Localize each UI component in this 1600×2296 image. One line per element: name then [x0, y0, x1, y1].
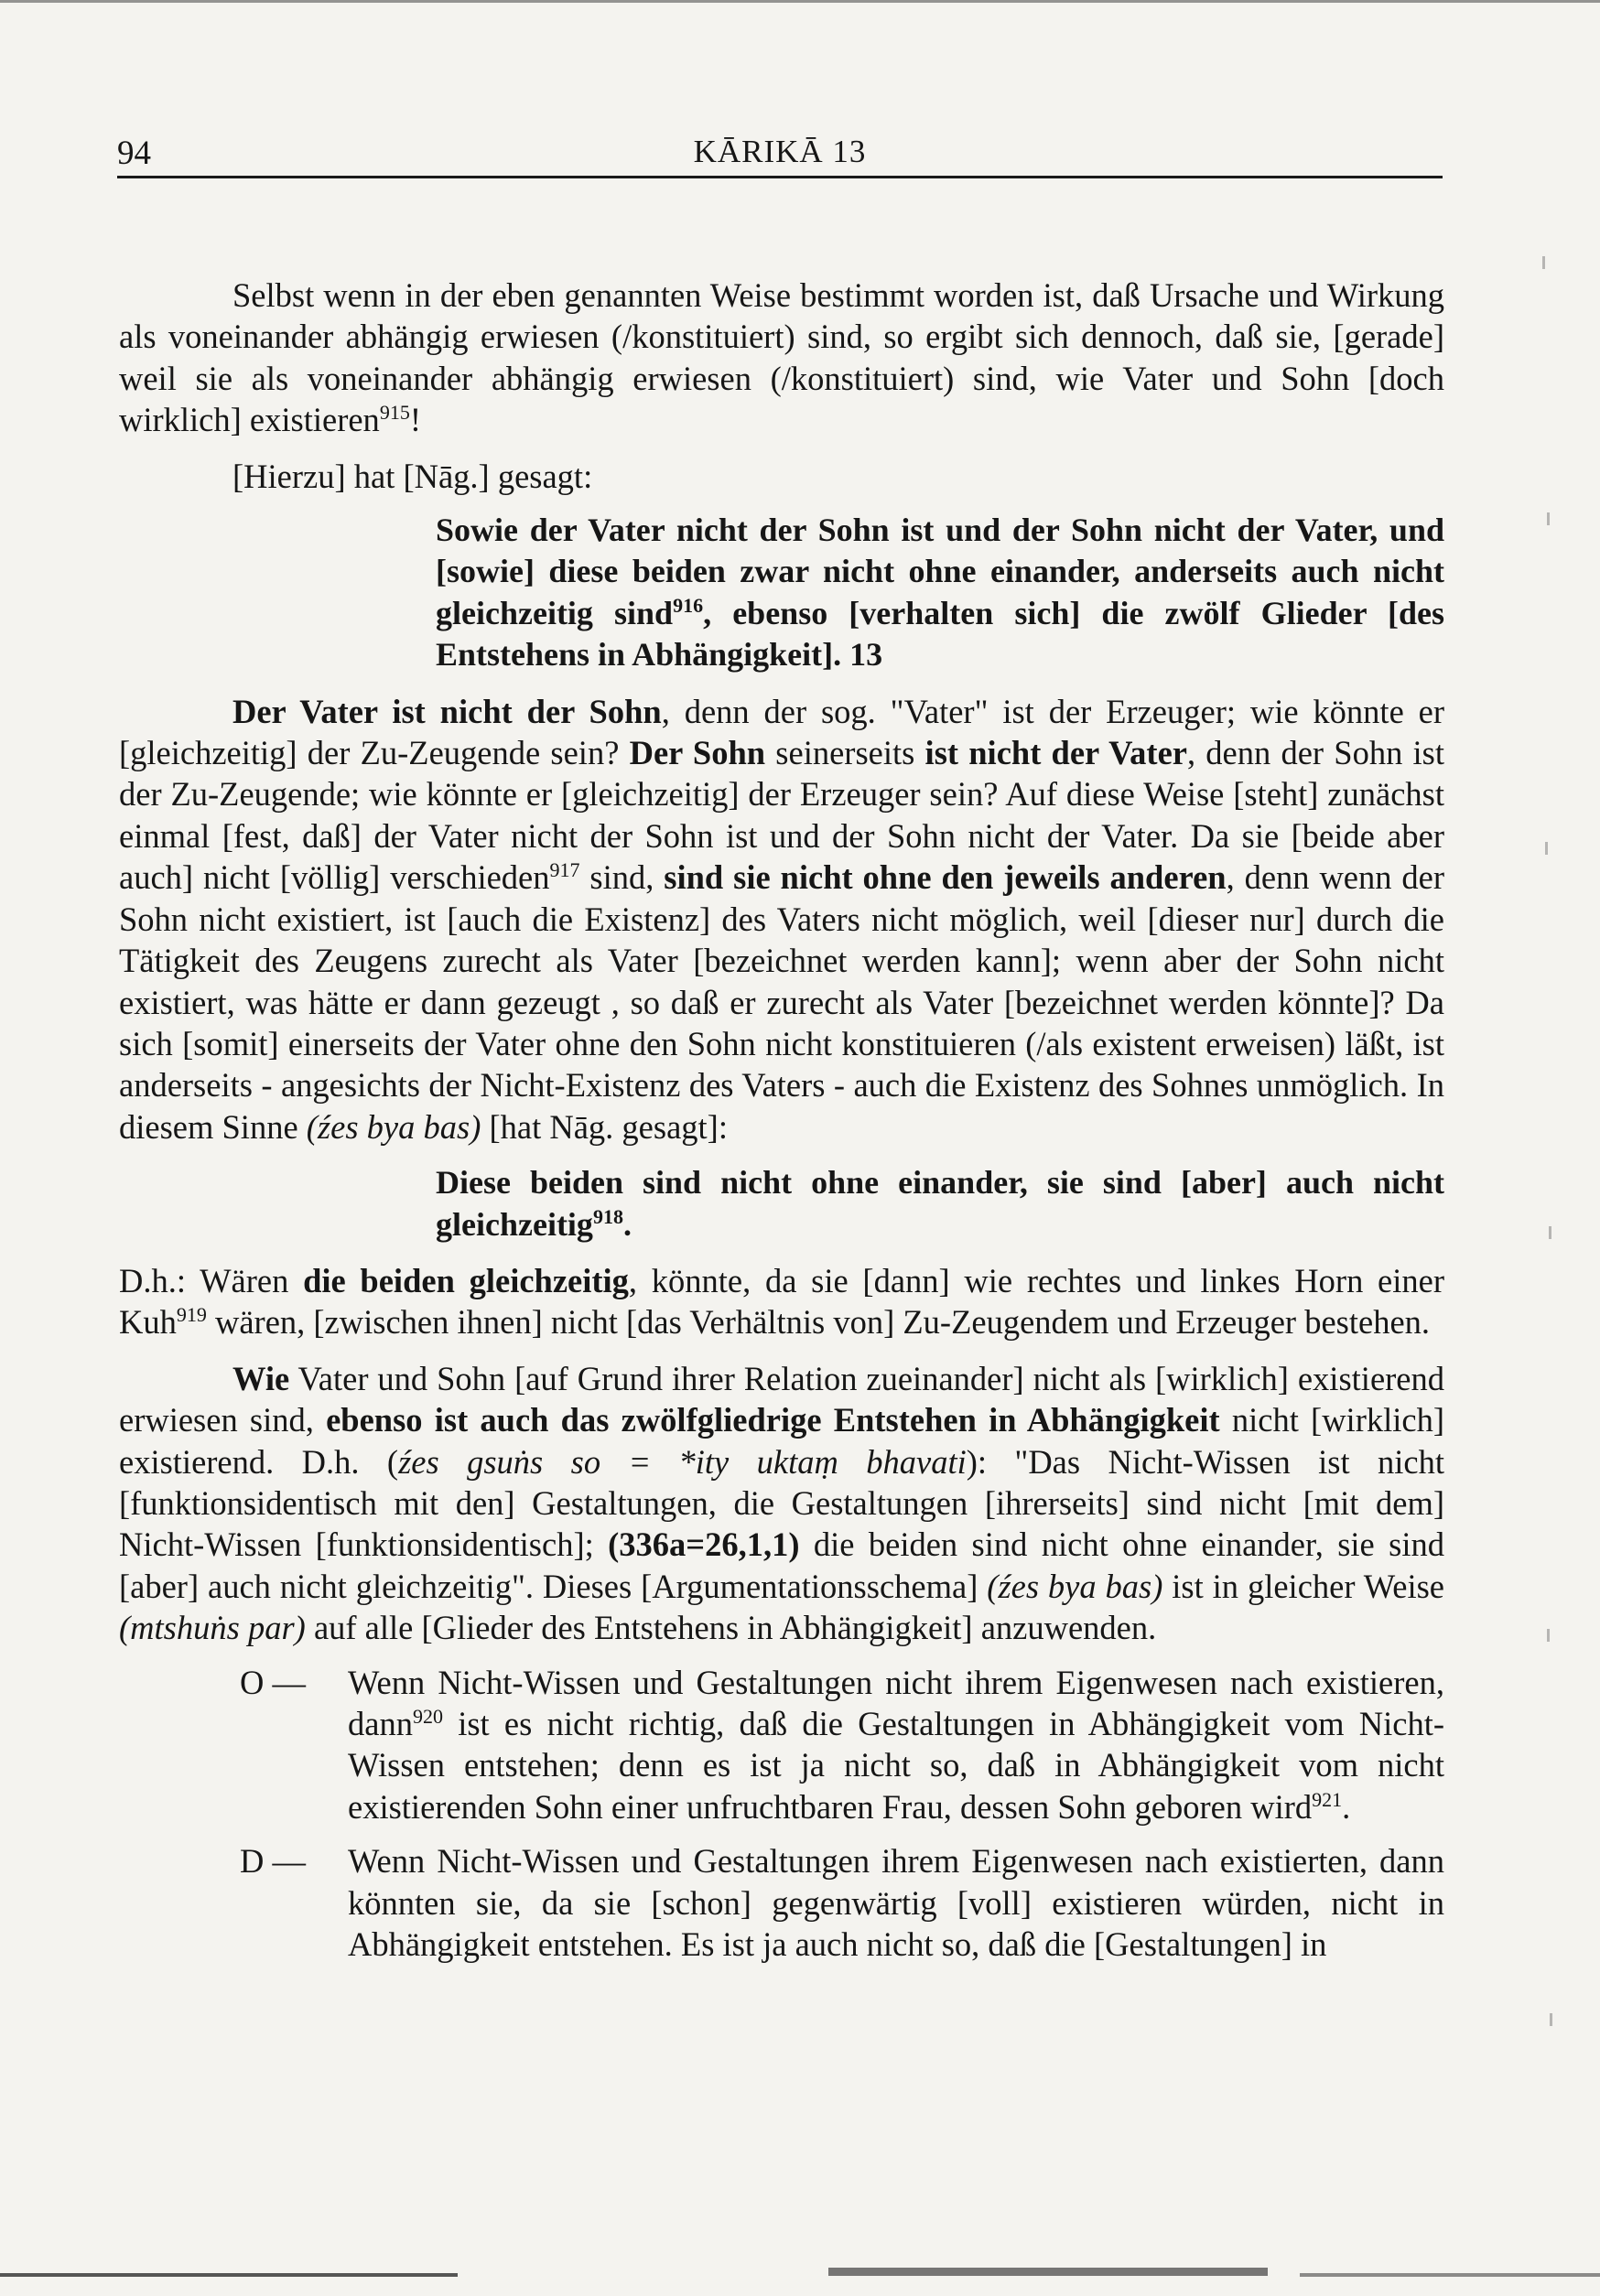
list-marker: D —: [240, 1842, 306, 1881]
bold-phrase: die beiden gleichzeitig: [303, 1261, 629, 1299]
paragraph-text: !: [409, 401, 421, 439]
paragraph-text: D.h.: Wären: [119, 1261, 304, 1299]
paragraph-text: seinerseits: [765, 734, 925, 772]
paragraph-text: sind,: [579, 858, 665, 897]
list-item-text: ist es nicht richtig, daß die Gestaltungen in Abhängigkeit vom Nicht-Wissen entstehen; denn es ist ja nicht so, daß in Abhängigkeit vom nicht existierenden Sohn einer unfruchtbaren Frau, dessen Sohn geboren wird: [348, 1705, 1444, 1826]
footnote-ref-917: 917: [549, 858, 580, 882]
tibetan-phrase: (źes bya bas): [306, 1107, 481, 1146]
scan-speck: [1550, 2013, 1552, 2026]
paragraph-text: ): "Das Nicht-Wissen ist nicht [funktionsidentisch mit den] Gestaltungen, die Gestaltungen [ihrerseits] sind nicht [mit dem] Nicht-Wissen [funktionsidentisch];: [119, 1442, 1444, 1564]
list-item-text: Wenn Nicht-Wissen und Gestaltungen ihrem Eigenwesen nach existierten, dann könnten sie, da sie [schon] gegenwärtig [voll] existieren würden, nicht in Abhängigkeit entstehen. Es ist ja auch nicht so, daß die [Gestaltungen] in: [348, 1842, 1444, 1964]
paragraph-text: , denn der sog. "Vater" ist der Erzeuger; wie könnte er [gleichzeitig] der Zu-Zeugende sein?: [119, 692, 1444, 772]
footnote-ref-919: 919: [176, 1303, 207, 1327]
tibetan-phrase: (mtshuṅs par): [119, 1609, 306, 1647]
bold-phrase: Der Vater ist nicht der Sohn: [232, 692, 662, 730]
scan-bottom-line: [1300, 2273, 1600, 2277]
paragraph-text: auf alle [Glieder des Entstehens in Abhängigkeit] anzuwenden.: [305, 1609, 1157, 1647]
karika-verse-13: [436, 510, 1444, 676]
verse-text: .: [622, 1205, 632, 1243]
scan-bottom-line: [828, 2268, 1268, 2276]
footnote-ref-918: 918: [592, 1204, 623, 1228]
page-number: 94: [117, 135, 151, 172]
list-item-text: .: [1342, 1787, 1351, 1826]
bold-phrase: Der Sohn: [629, 734, 766, 772]
paragraph-text: die beiden sind nicht ohne einander, sie sind [aber] auch nicht gleichzeitig". Dieses [Argumentationsschema]: [119, 1525, 1444, 1605]
list-item-text: Wenn Nicht-Wissen und Gestaltungen nicht ihrem Eigenwesen nach existieren, dann: [348, 1663, 1444, 1742]
paragraph-text: nicht [wirklich] existierend. D.h. (: [119, 1401, 1444, 1481]
scan-speck: [1547, 512, 1550, 525]
verse-text: , ebenso [verhalten sich] die zwölf Glieder [des Entstehens in Abhängigkeit]. 13: [436, 594, 1444, 674]
scan-bottom-line: [0, 2273, 458, 2277]
paragraph-text: , denn der Sohn ist der Zu-Zeugende; wie könnte er [gleichzeitig] der Erzeuger sein? Auf diese Weise [steht] zunächst einmal [fest, daß] der Vater nicht der Sohn ist und der Sohn nicht der Vater. Da sie [beide aber auch] nicht [völlig] verschieden: [119, 734, 1445, 897]
paragraph-text: ist in gleicher Weise: [1162, 1567, 1445, 1605]
paragraph-text: wären, [zwischen ihnen] nicht [das Verhältnis von] Zu-Zeugendem und Erzeuger bestehen.: [206, 1303, 1431, 1342]
paragraph-3: [119, 1260, 1444, 1343]
source-reference: (336a=26,1,1): [608, 1525, 800, 1564]
verse-text: Diese beiden sind nicht ohne einander, sie sind [aber] auch nicht gleichzeitig: [436, 1164, 1444, 1243]
bold-phrase: ist nicht der Vater: [924, 734, 1187, 772]
scan-edge-line: [0, 0, 1600, 3]
footnote-ref-921: 921: [1312, 1787, 1343, 1811]
footnote-ref-920: 920: [412, 1704, 443, 1728]
tibetan-phrase: źes gsuṅs so = *ity uktaṃ bhavati: [398, 1442, 967, 1481]
paragraph-text: , könnte, da sie [dann] wie rechtes und linkes Horn einer Kuh: [119, 1261, 1444, 1342]
list-item-dilemma: [119, 1840, 1444, 1965]
paragraph-text: [hat Nāg. gesagt]:: [481, 1107, 728, 1146]
quote-intro: [Hierzu] hat [Nāg.] gesagt:: [232, 457, 593, 495]
bold-phrase: Wie: [232, 1359, 290, 1397]
footnote-ref-915: 915: [379, 401, 410, 425]
page-body: [119, 275, 1444, 1978]
paragraph-text: Vater und Sohn [auf Grund ihrer Relation zueinander] nicht als [wirklich] existierend erwiesen sind,: [119, 1359, 1444, 1439]
paragraph-2: [119, 691, 1444, 1148]
paragraph-text: , denn wenn der Sohn nicht existiert, ist [auch die Existenz] des Vaters nicht möglich, weil [dieser nur] durch die Tätigkeit des Zeugens zurecht als Vater [bezeichnet werden kann]; wenn aber der Sohn nicht existiert, was hätte er dann gezeugt , so daß er zurecht als Vater [bezeichnet werden könnte]? Da sich [somit] einerseits der Vater ohne den Sohn nicht konstituieren (/als existent erweisen) läßt, ist anderseits - angesichts der Nicht-Existenz des Vaters - auch die Existenz des Sohnes unmöglich. In diesem Sinne: [119, 858, 1444, 1146]
verse-text: Sowie der Vater nicht der Sohn ist und der Sohn nicht der Vater, und [sowie] diese beiden zwar nicht ohne einander, anderseits auch nicht gleichzeitig sind: [436, 512, 1444, 631]
list-marker: O —: [240, 1663, 306, 1701]
page-header: [117, 128, 1443, 178]
bold-phrase: ebenso ist auch das zwölfgliedrige Entstehen in Abhängigkeit: [326, 1401, 1220, 1439]
tibetan-phrase: (źes bya bas): [987, 1567, 1163, 1605]
running-head: KĀRIKĀ 13: [693, 134, 867, 169]
paragraph-4: [119, 1358, 1444, 1649]
bold-phrase: sind sie nicht ohne den jeweils anderen: [664, 858, 1227, 897]
scan-speck: [1549, 1226, 1551, 1239]
scan-speck: [1542, 256, 1545, 269]
footnote-ref-916: 916: [673, 593, 704, 617]
scan-speck: [1545, 842, 1548, 855]
paragraph-text: Selbst wenn in der eben genannten Weise bestimmt worden ist, daß Ursache und Wirkung als voneinander abhängig erwiesen (/konstituiert) sind, so ergibt sich dennoch, daß sie, [gerade] weil sie als voneinander abhängig erwiesen (/konstituiert) sind, wie Vater und Sohn [doch wirklich] existieren: [119, 276, 1444, 439]
list-item-objection: [119, 1662, 1444, 1828]
paragraph-1: [119, 275, 1444, 441]
karika-verse-quote: [436, 1162, 1444, 1245]
scan-speck: [1547, 1629, 1550, 1642]
